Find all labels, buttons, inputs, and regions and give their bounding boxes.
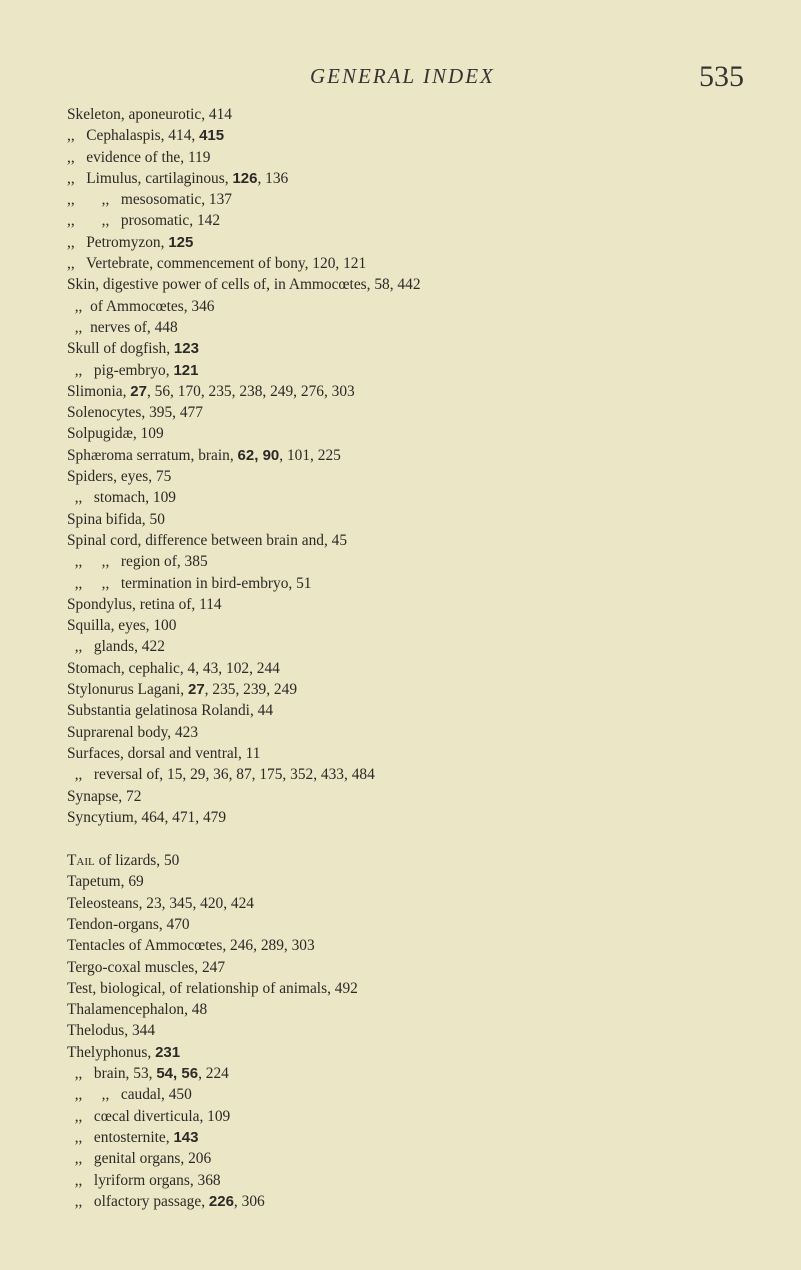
entry-bold-pages: 231 [155, 1043, 181, 1061]
entry-text: Tail [67, 852, 95, 870]
entry-text: Substantia gelatinosa Rolandi, 44 [67, 702, 274, 720]
entry-text: ,, cœcal diverticula, 109 [67, 1107, 231, 1125]
entry-text: Skeleton, aponeurotic, 414 [67, 106, 232, 123]
index-entry [67, 402, 767, 423]
index-entry [67, 679, 767, 700]
entry-text: ,, ,, region of, 385 [67, 553, 208, 571]
index-entry [67, 509, 767, 530]
entry-text: Slimonia, [67, 382, 131, 400]
index-entry [67, 274, 767, 295]
index-entry [67, 594, 767, 615]
index-entry [67, 573, 767, 594]
entry-tail: , 56, 170, 235, 238, 249, 276, 303 [146, 382, 355, 400]
entry-text: ,, olfactory passage, [67, 1192, 209, 1210]
entry-text: Stylonurus Lagani, [67, 681, 188, 699]
entry-bold-pages: 27 [187, 681, 205, 699]
index-entry [67, 999, 767, 1020]
entry-text: ,, evidence of the, 119 [67, 148, 211, 166]
entry-tail: of lizards, 50 [94, 852, 180, 870]
entry-text: Syncytium, 464, 471, 479 [67, 808, 227, 826]
entry-text: ,, lyriform organs, 368 [67, 1171, 221, 1189]
index-entry [67, 1063, 767, 1084]
entry-text: ,, nerves of, 448 [67, 318, 178, 336]
entry-tail: , 306 [233, 1192, 265, 1210]
entry-bold-pages: 415 [199, 127, 225, 145]
index-entry [67, 893, 767, 914]
index-entry [67, 1191, 767, 1212]
index-entry [67, 423, 767, 444]
entry-bold-pages: 62, 90 [237, 446, 280, 464]
entry-text: ,, stomach, 109 [67, 489, 177, 507]
entry-text: Test, biological, of relationship of animals, 492 [67, 979, 358, 997]
entry-tail: , 235, 239, 249 [204, 681, 298, 699]
entry-text: ,, ,, mesosomatic, 137 [67, 191, 233, 209]
entry-tail: , 101, 225 [279, 446, 341, 464]
entry-text: Thalamencephalon, 48 [67, 1001, 208, 1019]
entry-text: Skull of dogfish, [67, 340, 174, 358]
index-entry [67, 1170, 767, 1191]
index-entry [67, 850, 767, 871]
index-entry [67, 253, 767, 274]
index-entry [67, 232, 767, 253]
entry-text: Solenocytes, 395, 477 [67, 404, 203, 422]
entry-text: ,, glands, 422 [67, 638, 165, 656]
entry-text: Teleosteans, 23, 345, 420, 424 [67, 894, 255, 912]
entry-bold-pages: 126 [232, 169, 258, 187]
index-entry [67, 700, 767, 721]
entry-text: Tapetum, 69 [67, 873, 144, 891]
index-entry [67, 210, 767, 231]
index-entry [67, 1084, 767, 1105]
entry-text: Suprarenal body, 423 [67, 723, 199, 741]
index-entry [67, 317, 767, 338]
index-entry [67, 807, 767, 828]
index-entry [67, 722, 767, 743]
index-entry [67, 466, 767, 487]
entry-text: Skin, digestive power of cells of, in Ammocœtes, 58, 442 [67, 276, 421, 294]
entry-bold-pages: 27 [130, 382, 147, 400]
entry-text: Synapse, 72 [67, 787, 142, 805]
entry-text: ,, genital organs, 206 [67, 1150, 212, 1168]
index-entry [67, 935, 767, 956]
entry-text: ,, ,, caudal, 450 [67, 1086, 192, 1104]
entry-text: ,, Vertebrate, commencement of bony, 120, 121 [67, 255, 367, 273]
index-entry [67, 636, 767, 657]
index-entry [67, 1042, 767, 1063]
entry-text: ,, reversal of, 15, 29, 36, 87, 175, 352, 433, 484 [67, 766, 375, 784]
entry-bold-pages: 121 [173, 361, 199, 379]
entry-text: Tendon-organs, 470 [67, 915, 190, 933]
entry-bold-pages: 143 [173, 1128, 199, 1146]
section-gap [67, 828, 767, 850]
entry-bold-pages: 226 [208, 1192, 234, 1210]
index-entry [67, 957, 767, 978]
entry-text: Tentacles of Ammocœtes, 246, 289, 303 [67, 937, 315, 955]
index-entry [67, 743, 767, 764]
entry-text: Spinal cord, difference between brain and, 45 [67, 531, 348, 549]
entry-text: Stomach, cephalic, 4, 43, 102, 244 [67, 659, 280, 677]
index-entry [67, 615, 767, 636]
entry-text: Spina bifida, 50 [67, 510, 165, 528]
index-entry [67, 445, 767, 466]
index-entry [67, 658, 767, 679]
entry-text: Squilla, eyes, 100 [67, 617, 177, 635]
index-entry [67, 1127, 767, 1148]
entry-text: Sphæroma serratum, brain, [67, 446, 238, 464]
entry-text: ,, Limulus, cartilaginous, [67, 169, 233, 187]
running-title: GENERAL INDEX [310, 64, 495, 88]
entry-text: Tergo-coxal muscles, 247 [67, 958, 226, 976]
entry-text: Spiders, eyes, 75 [67, 468, 172, 486]
index-entry [67, 1106, 767, 1127]
index-entry [67, 189, 767, 210]
index-entry [67, 978, 767, 999]
entry-text: ,, of Ammocœtes, 346 [67, 297, 215, 315]
entry-text: ,, brain, 53, [67, 1065, 157, 1083]
entry-tail: , 136 [257, 169, 289, 187]
index-column [67, 104, 767, 1212]
index-entry [67, 296, 767, 317]
entry-bold-pages: 123 [173, 340, 199, 358]
entry-bold-pages: 125 [168, 233, 194, 251]
index-entry [67, 360, 767, 381]
entry-text: ,, ,, prosomatic, 142 [67, 212, 221, 230]
entry-text: ,, Petromyzon, [67, 233, 169, 251]
entry-bold-pages: 54, 56 [156, 1065, 199, 1083]
index-entry [67, 168, 767, 189]
index-entry [67, 487, 767, 508]
index-entry [67, 1148, 767, 1169]
entry-tail: , 224 [198, 1065, 229, 1083]
index-entry [67, 914, 767, 935]
index-entry [67, 147, 767, 168]
entry-text: Surfaces, dorsal and ventral, 11 [67, 744, 261, 762]
index-entry [67, 381, 767, 402]
entry-text: ,, pig-embryo, [67, 361, 174, 379]
index-entry [67, 1020, 767, 1041]
page-number: 535 [699, 60, 744, 93]
page-header [0, 62, 801, 102]
entry-text: ,, Cephalaspis, 414, [67, 127, 200, 145]
entry-text: Solpugidæ, 109 [67, 425, 164, 443]
entry-text: Thelyphonus, [67, 1043, 156, 1061]
index-entry [67, 338, 767, 359]
entry-text: ,, ,, termination in bird-embryo, 51 [67, 574, 312, 592]
entry-text: ,, entosternite, [67, 1128, 174, 1146]
entry-text: Spondylus, retina of, 114 [67, 595, 222, 613]
index-entry [67, 764, 767, 785]
index-entry [67, 104, 767, 125]
index-entry [67, 551, 767, 572]
index-entry [67, 530, 767, 551]
index-entry [67, 871, 767, 892]
index-entry [67, 125, 767, 146]
index-entry [67, 786, 767, 807]
entry-text: Thelodus, 344 [67, 1022, 156, 1040]
